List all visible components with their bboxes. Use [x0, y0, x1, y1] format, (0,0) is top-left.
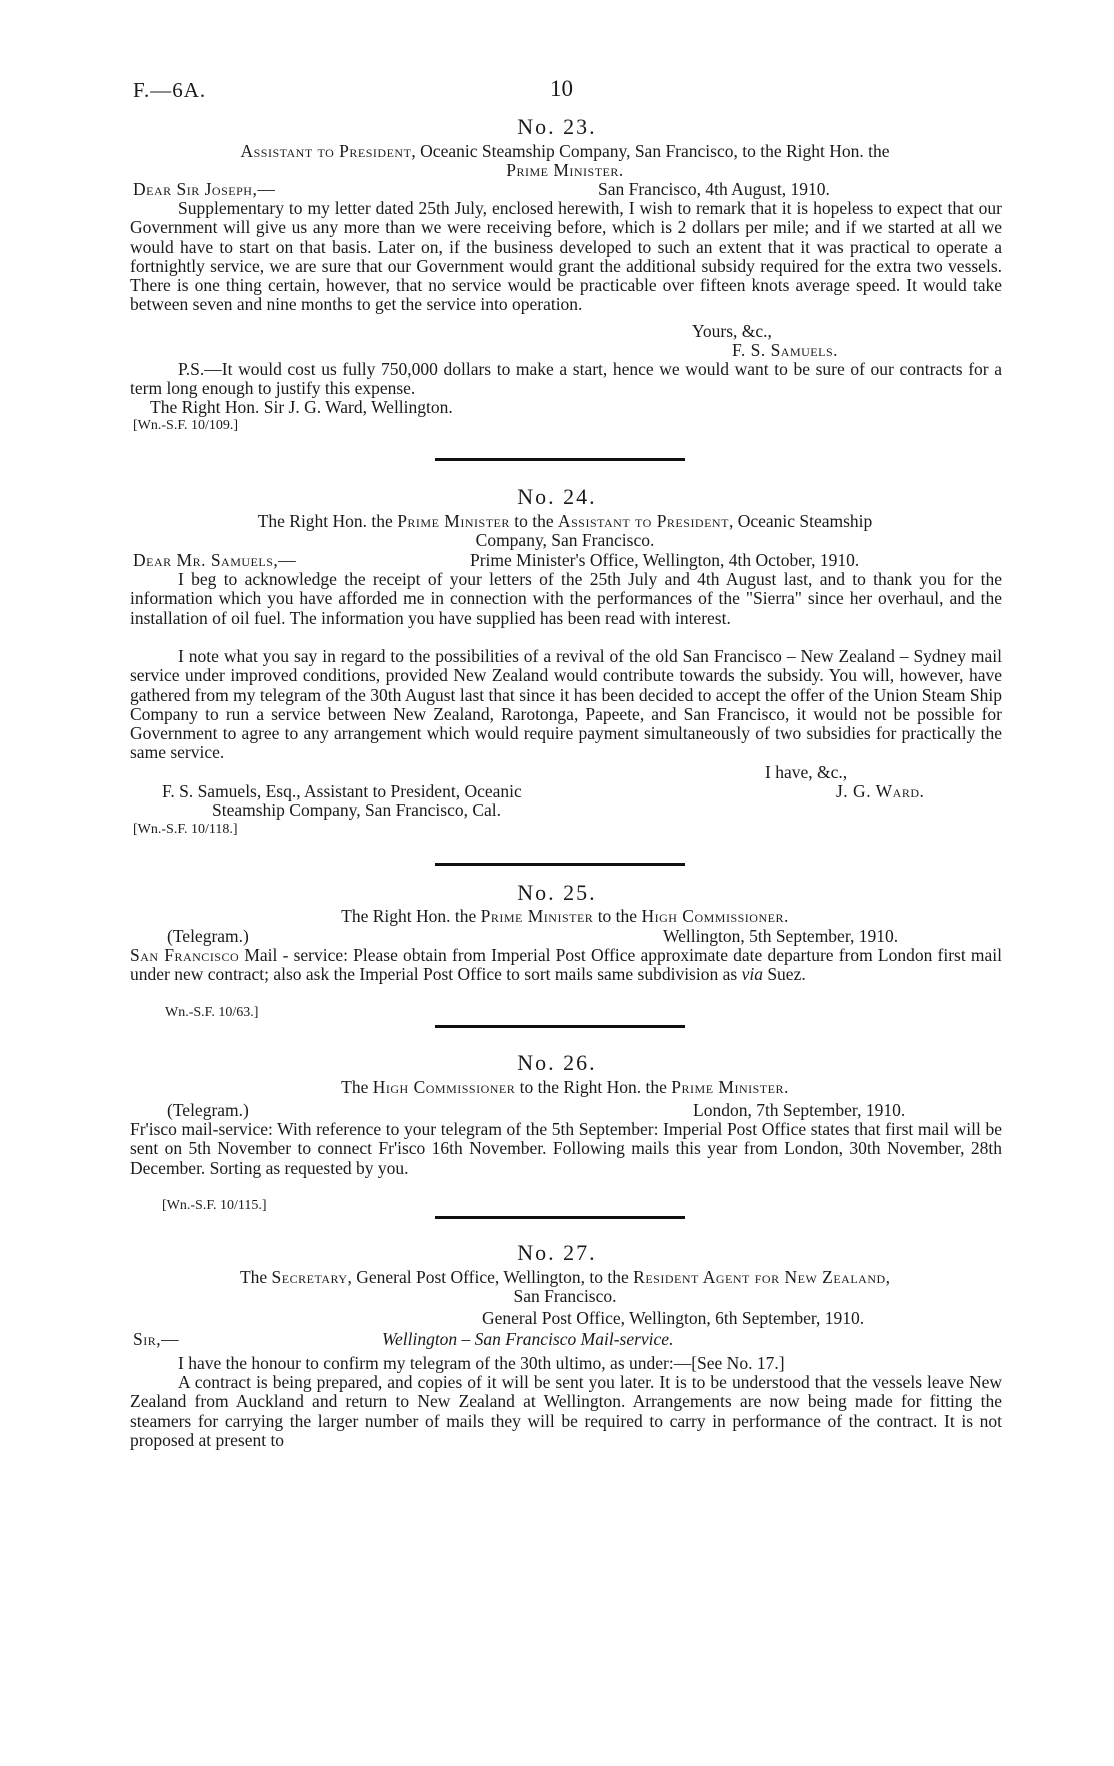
section-divider — [435, 1216, 685, 1219]
page-number: 10 — [550, 76, 573, 101]
place-date: San Francisco, 4th August, 1910. — [598, 179, 830, 199]
heading-line-2: Company, San Francisco. — [475, 530, 655, 550]
heading-text: The — [341, 1077, 369, 1097]
heading-recipient: Prime Minister. — [506, 160, 624, 180]
signature: J. G. Ward. — [836, 781, 925, 801]
heading-text: The Right Hon. the — [257, 511, 393, 531]
telegram-text: Mail - service: Please obtain from Imperial Post Office approximate date departure from London first mail under new contract; also ask the Imperial Post Office to sort mails same subdivision as — [130, 945, 1003, 985]
letter-heading — [130, 1268, 1000, 1287]
postscript: P.S.—It would cost us fully 750,000 dollars to make a start, hence we would want to be sure of our contracts for a term long enough to justify this expense. — [130, 359, 1002, 399]
heading-text: to the — [514, 511, 554, 531]
letter-number: No. 26. — [517, 1050, 597, 1075]
section-divider — [435, 458, 685, 461]
file-reference: Wn.-S.F. 10/63.] — [165, 1005, 259, 1020]
place-date: General Post Office, Wellington, 6th September, 1910. — [482, 1308, 865, 1328]
section-divider — [435, 863, 685, 866]
place-date: London, 7th September, 1910. — [693, 1100, 906, 1120]
place-date: Prime Minister's Office, Wellington, 4th October, 1910. — [470, 550, 860, 570]
letter-number: No. 27. — [517, 1240, 597, 1265]
closing: Yours, &c., — [692, 321, 772, 341]
heading-sender: Assistant to President — [240, 141, 412, 161]
document-reference: F.—6A. — [133, 78, 207, 102]
place-date: Wellington, 5th September, 1910. — [663, 926, 899, 946]
letter-heading — [130, 1078, 1000, 1097]
addressee: F. S. Samuels, Esq., Assistant to President, Oceanic — [162, 781, 522, 801]
heading-text: to the — [597, 906, 638, 926]
heading-sender: High Commissioner — [372, 1077, 516, 1097]
letter-heading — [130, 142, 1000, 161]
signature: F. S. Samuels. — [732, 340, 839, 360]
salutation: Dear Sir Joseph,— — [133, 179, 276, 199]
heading-text: , General Post Office, Wellington, to the — [347, 1267, 629, 1287]
telegram-body — [130, 946, 1002, 985]
paragraph: I have the honour to confirm my telegram of the 30th ultimo, as under:—[See No. 17.] — [178, 1353, 785, 1373]
letter-heading — [130, 907, 1000, 926]
heading-sender: Prime Minister — [480, 906, 594, 926]
telegram-text: Suez. — [767, 964, 806, 985]
addressee: Steamship Company, San Francisco, Cal. — [212, 800, 502, 820]
telegram-text: via — [741, 964, 763, 985]
paragraph: A contract is being prepared, and copies of it will be sent you later. It is to be understood that the vessels leave New Zealand from Auckland and return to New Zealand at Wellington. Arrangements are now being made for fitting the steamers for carrying the larger number of mails they will be required to carry in performance of the contract. It is not proposed at present to — [130, 1372, 1002, 1450]
heading-sender: Secretary — [271, 1267, 348, 1287]
salutation: Dear Mr. Samuels,— — [133, 550, 297, 570]
heading-text: , Oceanic Steamship Company, San Francisco, to the Right Hon. the — [411, 141, 890, 161]
letter-number: No. 24. — [517, 484, 597, 509]
file-reference: [Wn.-S.F. 10/118.] — [133, 822, 238, 837]
heading-text: , — [885, 1267, 891, 1287]
salutation: Sir,— — [133, 1329, 180, 1349]
heading-recipient: Resident Agent for New Zealand — [633, 1267, 886, 1287]
heading-sender: Prime Minister — [397, 511, 510, 531]
heading-text: The Right Hon. the — [341, 906, 477, 926]
addressee: The Right Hon. Sir J. G. Ward, Wellington. — [150, 397, 453, 417]
telegram-body: Fr'isco mail-service: With reference to your telegram of the 5th September: Imperial Post Office states that first mail will be sent on 5th November to connect Fr'isco 16th November. Following mails this year from London, 30th November, 28th December. Sorting as requested by you. — [130, 1119, 1002, 1178]
heading-recipient: Prime Minister. — [671, 1077, 789, 1097]
telegram-label: (Telegram.) — [167, 926, 249, 946]
telegram-subject: San Francisco — [130, 945, 240, 965]
letter-heading — [130, 512, 1000, 531]
letter-body: Supplementary to my letter dated 25th July, enclosed herewith, I wish to remark that it is hopeless to expect that our Government will give us any more than we were receiving before, which is 2 dollars per mile; and if we started at all we would have to start on that basis. Later on, if the business developed to such an extent that it was practical to operate a fortnightly service, we are sure that our Government would grant the additional subsidy required for the extra two vessels. There is one thing certain, however, that no service would be practicable over fifteen knots average speed. It would take between seven and nine months to get the service into operation. — [130, 198, 1002, 315]
heading-text: , Oceanic Steamship — [728, 511, 873, 531]
telegram-label: (Telegram.) — [167, 1100, 249, 1120]
section-divider — [435, 1025, 685, 1028]
paragraph: I beg to acknowledge the receipt of your letters of the 25th July and 4th August last, and to thank you for the information which you have afforded me in connection with the performances of the "Sierra" since her overhaul, and the installation of oil fuel. The information you have supplied has been read with interest. — [130, 569, 1002, 628]
file-reference: [Wn.-S.F. 10/115.] — [162, 1198, 267, 1213]
letter-number: No. 23. — [517, 114, 597, 139]
subject-line: Wellington – San Francisco Mail-service. — [382, 1329, 674, 1349]
closing: I have, &c., — [765, 762, 848, 782]
heading-line-2: San Francisco. — [513, 1286, 617, 1306]
heading-text: to the Right Hon. the — [519, 1077, 667, 1097]
heading-text: The — [239, 1267, 268, 1287]
letter-number: No. 25. — [517, 880, 597, 905]
heading-recipient: High Commissioner. — [641, 906, 789, 926]
heading-recipient: Assistant to President — [557, 511, 729, 531]
file-reference: [Wn.-S.F. 10/109.] — [133, 418, 239, 433]
paragraph: I note what you say in regard to the possibilities of a revival of the old San Francisco – New Zealand – Sydney mail service under improved conditions, provided New Zealand would contribute towards the subsidy. You will, however, have gathered from my telegram of the 30th August last that since it has been decided to accept the offer of the Union Steam Ship Company to run a service between New Zealand, Rarotonga, Papeete, and San Francisco, it would not be possible for Government to agree to any arrangement which would require payment simultaneously of two subsidies for practically the same service. — [130, 646, 1002, 763]
